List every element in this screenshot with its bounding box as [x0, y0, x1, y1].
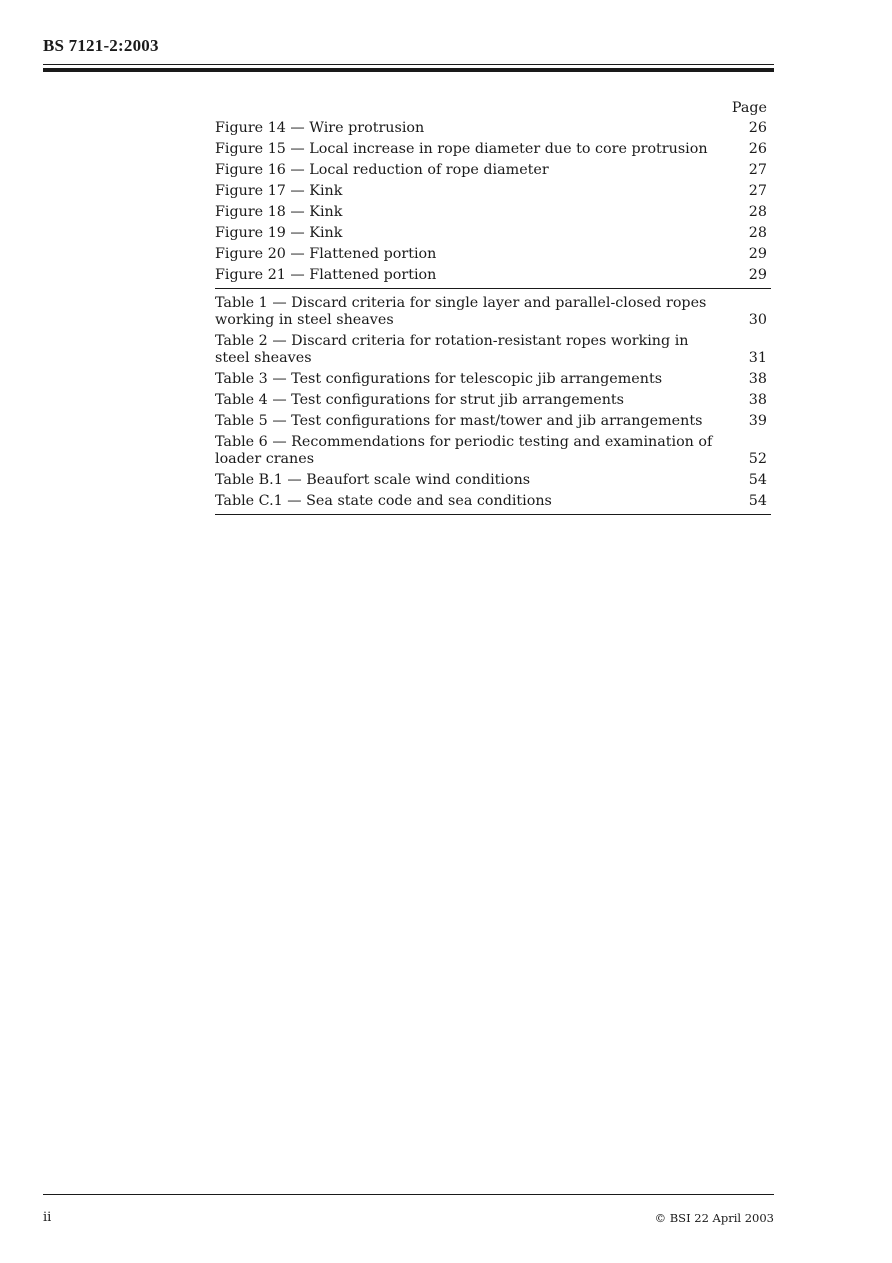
entry-page: 28	[748, 204, 767, 220]
list-item[interactable]	[215, 411, 771, 432]
entry-page: 31	[748, 350, 767, 366]
entry-title: Table 1 — Discard criteria for single layer and parallel-closed ropes working in steel sheaves	[215, 295, 707, 328]
document-id: BS 7121-2:2003	[43, 36, 159, 55]
list-item[interactable]	[215, 160, 771, 181]
entry-page: 38	[748, 392, 767, 408]
entry-title: Table 2 — Discard criteria for rotation-resistant ropes working in steel sheaves	[215, 333, 689, 366]
list-item[interactable]	[215, 265, 771, 286]
list-item[interactable]	[215, 223, 771, 244]
list-item[interactable]	[215, 202, 771, 223]
copyright-notice: © BSI 22 April 2003	[654, 1211, 774, 1225]
header-rule-thick	[43, 68, 774, 72]
entry-title: Figure 14 — Wire protrusion	[215, 120, 425, 136]
entry-page: 54	[748, 493, 767, 509]
table-of-contents	[215, 98, 771, 515]
tables-list	[215, 293, 771, 512]
entry-title: Table 6 — Recommendations for periodic testing and examination of loader cranes	[215, 434, 713, 467]
entry-page: 29	[748, 267, 767, 283]
page-column-heading: Page	[731, 100, 767, 116]
list-item[interactable]	[215, 491, 771, 512]
entry-title: Figure 21 — Flattened portion	[215, 267, 437, 283]
entry-title: Figure 17 — Kink	[215, 183, 343, 199]
entry-page: 28	[748, 225, 767, 241]
entry-title: Figure 15 — Local increase in rope diameter due to core protrusion	[215, 141, 708, 157]
entry-title: Table 4 — Test configurations for strut jib arrangements	[215, 392, 625, 408]
entry-page: 29	[748, 246, 767, 262]
entry-page: 26	[748, 120, 767, 136]
list-item[interactable]	[215, 293, 771, 331]
list-item[interactable]	[215, 331, 771, 369]
footer-rule	[43, 1194, 774, 1195]
entry-title: Table C.1 — Sea state code and sea conditions	[215, 493, 552, 509]
figures-list	[215, 118, 771, 286]
entry-title: Figure 16 — Local reduction of rope diameter	[215, 162, 549, 178]
entry-title: Figure 19 — Kink	[215, 225, 343, 241]
list-item[interactable]	[215, 470, 771, 491]
entry-title: Table B.1 — Beaufort scale wind conditions	[215, 472, 531, 488]
entry-page: 30	[748, 312, 767, 328]
entry-page: 52	[748, 451, 767, 467]
entry-title: Figure 18 — Kink	[215, 204, 343, 220]
entry-page: 54	[748, 472, 767, 488]
section-divider	[215, 514, 771, 515]
entry-title: Table 5 — Test configurations for mast/tower and jib arrangements	[215, 413, 703, 429]
entry-page: 27	[748, 162, 767, 178]
entry-title: Figure 20 — Flattened portion	[215, 246, 437, 262]
section-divider	[215, 288, 771, 289]
entry-title: Table 3 — Test configurations for telescopic jib arrangements	[215, 371, 663, 387]
entry-page: 26	[748, 141, 767, 157]
list-item[interactable]	[215, 181, 771, 202]
entry-page: 39	[748, 413, 767, 429]
list-item[interactable]	[215, 139, 771, 160]
page-number: ii	[43, 1210, 52, 1225]
list-item[interactable]	[215, 118, 771, 139]
list-item[interactable]	[215, 432, 771, 470]
list-item[interactable]	[215, 244, 771, 265]
list-item[interactable]	[215, 390, 771, 411]
entry-page: 38	[748, 371, 767, 387]
list-item[interactable]	[215, 369, 771, 390]
header-rule-thin	[43, 64, 774, 65]
entry-page: 27	[748, 183, 767, 199]
